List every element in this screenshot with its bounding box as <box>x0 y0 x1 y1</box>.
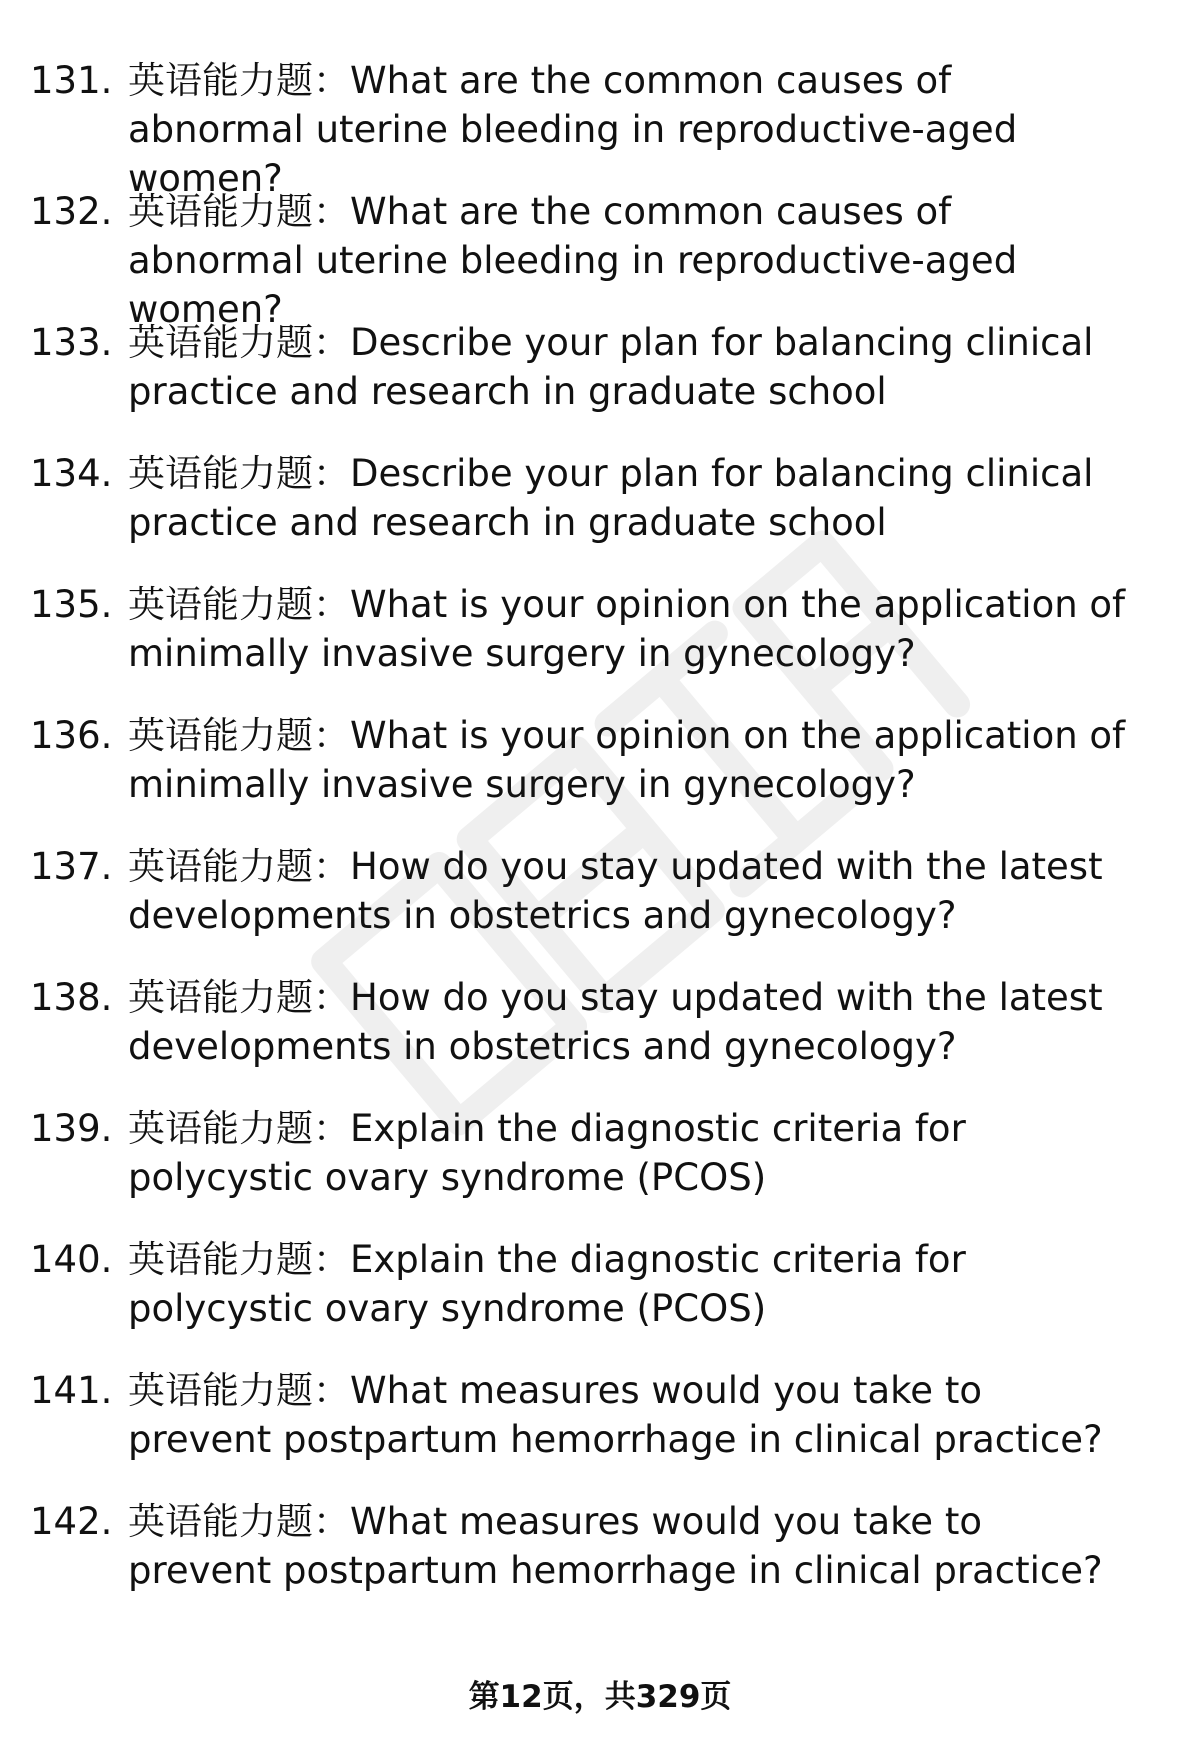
question-body <box>128 842 1128 940</box>
question-prefix: 英语能力题： <box>128 845 350 888</box>
question-prefix: 英语能力题： <box>128 583 350 626</box>
question-body <box>128 1497 1128 1595</box>
question-item <box>0 1104 1200 1235</box>
question-body <box>128 449 1128 547</box>
question-prefix: 英语能力题： <box>128 714 350 757</box>
question-item <box>0 449 1200 580</box>
question-item <box>0 842 1200 973</box>
question-text: Explain the diagnostic criteria for polycystic ovary syndrome (PCOS) <box>128 1107 966 1199</box>
question-item <box>0 318 1200 449</box>
question-item <box>0 56 1200 200</box>
question-body <box>128 973 1128 1071</box>
question-number: 141. <box>30 1369 113 1412</box>
question-number: 132. <box>30 190 113 233</box>
question-list <box>0 56 1200 1628</box>
question-body <box>128 1104 1128 1202</box>
question-item <box>0 973 1200 1104</box>
question-body <box>128 1235 1128 1333</box>
question-text: What measures would you take to prevent postpartum hemorrhage in clinical practice? <box>128 1500 1103 1592</box>
question-prefix: 英语能力题： <box>128 59 350 102</box>
question-item <box>0 1366 1200 1497</box>
question-item <box>0 580 1200 711</box>
question-text: Describe your plan for balancing clinical practice and research in graduate school <box>128 452 1094 544</box>
question-text: What are the common causes of abnormal uterine bleeding in reproductive-aged women? <box>128 59 1018 200</box>
question-text: What are the common causes of abnormal uterine bleeding in reproductive-aged women? <box>128 190 1018 331</box>
question-item <box>0 187 1200 331</box>
question-number: 134. <box>30 452 113 495</box>
question-number: 136. <box>30 714 113 757</box>
question-number: 142. <box>30 1500 113 1543</box>
question-item <box>0 711 1200 842</box>
question-number: 133. <box>30 321 113 364</box>
question-text: What is your opinion on the application of minimally invasive surgery in gynecology? <box>128 583 1126 675</box>
question-prefix: 英语能力题： <box>128 976 350 1019</box>
question-number: 137. <box>30 845 113 888</box>
question-prefix: 英语能力题： <box>128 452 350 495</box>
question-prefix: 英语能力题： <box>128 1238 350 1281</box>
question-text: What is your opinion on the application of minimally invasive surgery in gynecology? <box>128 714 1126 806</box>
question-text: How do you stay updated with the latest developments in obstetrics and gynecology? <box>128 845 1103 937</box>
question-prefix: 英语能力题： <box>128 1107 350 1150</box>
question-body <box>128 580 1128 678</box>
question-body <box>128 318 1128 416</box>
question-prefix: 英语能力题： <box>128 321 350 364</box>
question-text: Describe your plan for balancing clinical practice and research in graduate school <box>128 321 1094 413</box>
question-text: How do you stay updated with the latest developments in obstetrics and gynecology? <box>128 976 1103 1068</box>
question-number: 131. <box>30 59 113 102</box>
question-body <box>128 187 1128 334</box>
question-text: Explain the diagnostic criteria for polycystic ovary syndrome (PCOS) <box>128 1238 966 1330</box>
question-body <box>128 56 1128 203</box>
question-number: 138. <box>30 976 113 1019</box>
question-number: 140. <box>30 1238 113 1281</box>
question-text: What measures would you take to prevent postpartum hemorrhage in clinical practice? <box>128 1369 1103 1461</box>
question-prefix: 英语能力题： <box>128 190 350 233</box>
question-number: 135. <box>30 583 113 626</box>
question-prefix: 英语能力题： <box>128 1500 350 1543</box>
question-item <box>0 1235 1200 1366</box>
question-prefix: 英语能力题： <box>128 1369 350 1412</box>
question-body <box>128 1366 1128 1464</box>
page-footer: 第12页，共329页 <box>468 1679 732 1715</box>
question-body <box>128 711 1128 809</box>
question-item <box>0 1497 1200 1628</box>
question-number: 139. <box>30 1107 113 1150</box>
